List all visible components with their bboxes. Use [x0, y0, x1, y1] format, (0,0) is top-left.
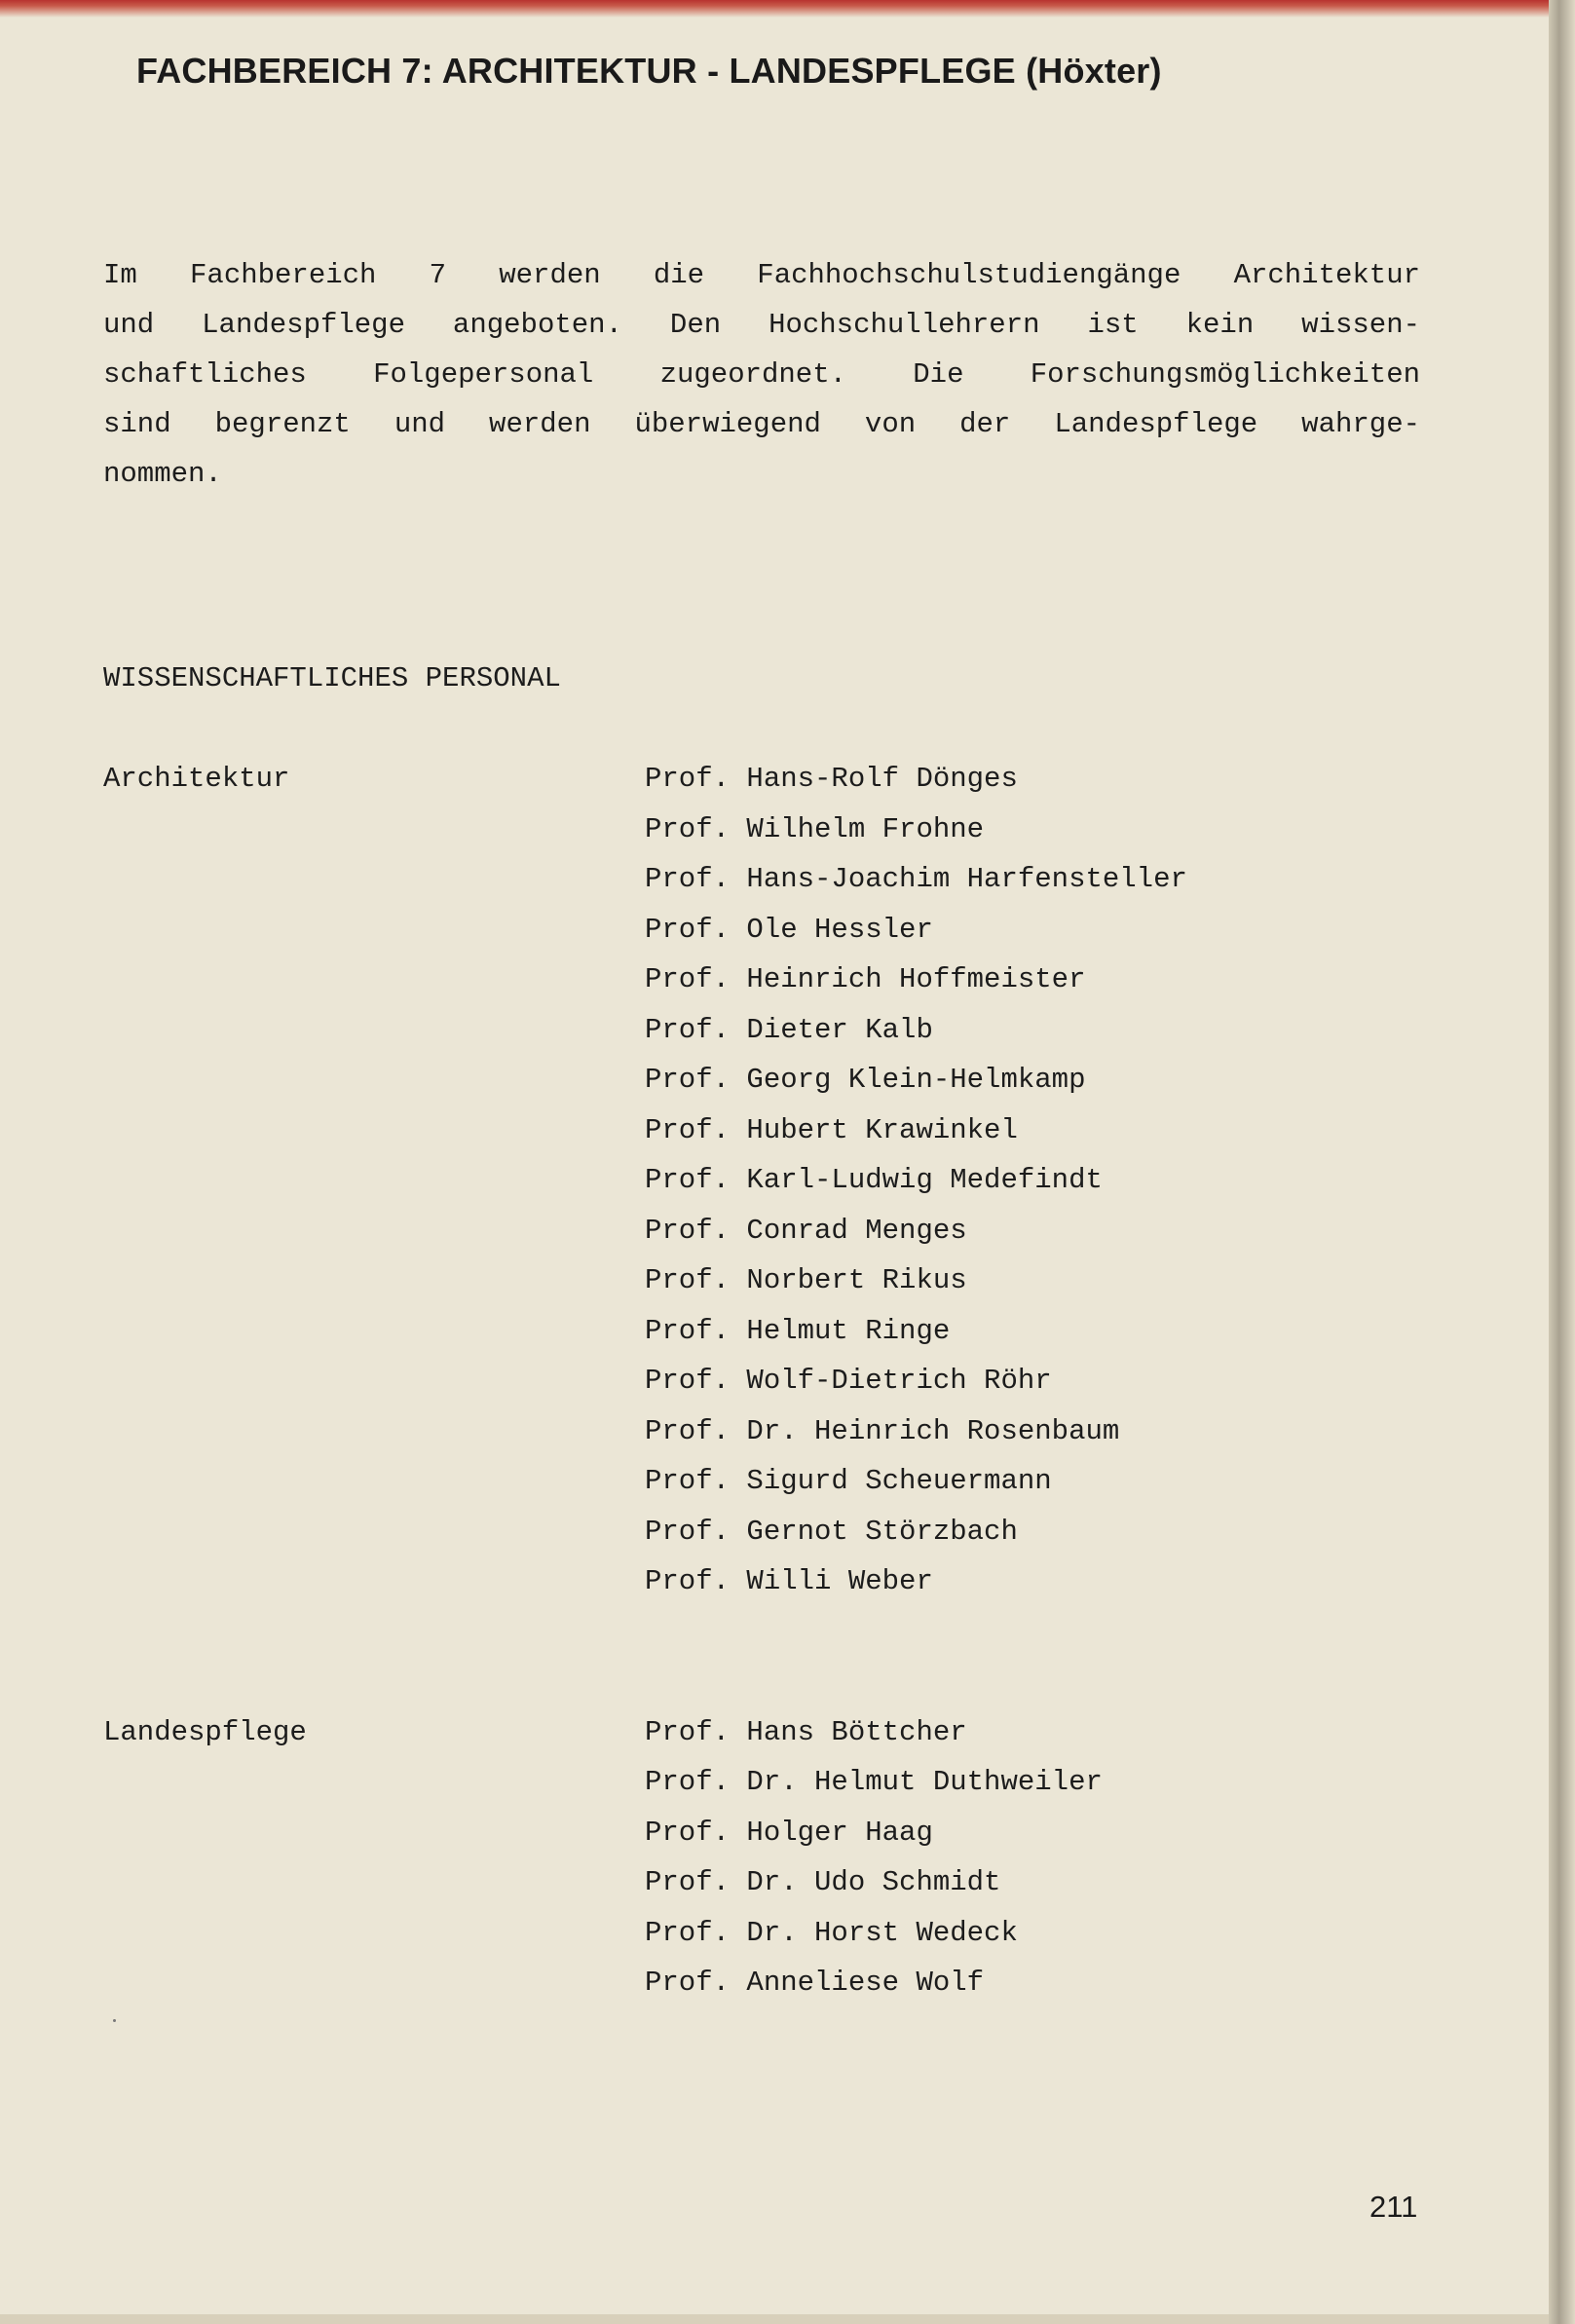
staff-row: [103, 810, 1418, 861]
staff-row: [103, 1763, 1418, 1814]
intro-line: nommen.: [103, 458, 222, 490]
professor-name: Prof. Sigurd Scheuermann: [645, 1465, 1052, 1497]
professor-name: Prof. Helmut Ringe: [645, 1314, 951, 1347]
professor-name: Prof. Wolf-Dietrich Röhr: [645, 1365, 1052, 1397]
department-name: Landespflege: [103, 1715, 307, 1748]
professor-name: Prof. Gernot Störzbach: [645, 1515, 1018, 1548]
staff-row: [103, 911, 1418, 961]
staff-row: [103, 1111, 1418, 1162]
intro-line: sind begrenzt und werden überwiegend von der Landespflege wahrge-: [103, 408, 1420, 440]
staff-row: [103, 1161, 1418, 1212]
department-name: Architektur: [103, 763, 290, 795]
staff-row: [103, 1964, 1418, 2014]
staff-row: [103, 1914, 1418, 1965]
professor-name: Prof. Norbert Rikus: [645, 1264, 967, 1296]
professor-name: Prof. Dr. Horst Wedeck: [645, 1916, 1018, 1949]
professor-name: Prof. Holger Haag: [645, 1816, 933, 1849]
professor-name: Prof. Dr. Heinrich Rosenbaum: [645, 1414, 1120, 1447]
professor-name: Prof. Anneliese Wolf: [645, 1967, 985, 1999]
staff-row: [103, 1212, 1418, 1262]
staff-row: [103, 1362, 1418, 1412]
professor-name: Prof. Hans-Rolf Dönges: [645, 763, 1018, 795]
staff-row: [103, 1061, 1418, 1111]
page-top-edge: [0, 0, 1549, 18]
professor-name: Prof. Hans Böttcher: [645, 1715, 967, 1748]
intro-paragraph: [103, 250, 1420, 499]
professor-name: Prof. Georg Klein-Helmkamp: [645, 1064, 1086, 1096]
staff-row: [103, 1261, 1418, 1312]
staff-list: [103, 760, 1418, 2014]
page-bottom-edge: [0, 2314, 1549, 2324]
intro-line: Im Fachbereich 7 werden die Fachhochschulstudiengänge Architektur: [103, 259, 1420, 291]
staff-row: [103, 1814, 1418, 1864]
department-spacer: [103, 1613, 1418, 1713]
staff-row: [103, 1412, 1418, 1463]
book-spine-edge: [1549, 0, 1575, 2324]
professor-name: Prof. Dr. Udo Schmidt: [645, 1866, 1001, 1898]
staff-row: [103, 860, 1418, 911]
staff-row: [103, 1562, 1418, 1613]
staff-heading: WISSENSCHAFTLICHES PERSONAL: [103, 662, 561, 694]
page-title: FACHBEREICH 7: ARCHITEKTUR - LANDESPFLEGE (Höxter): [136, 51, 1162, 91]
professor-name: Prof. Hans-Joachim Harfensteller: [645, 863, 1187, 895]
professor-name: Prof. Dr. Helmut Duthweiler: [645, 1766, 1103, 1798]
staff-row: [103, 1713, 1418, 1764]
staff-row: [103, 1011, 1418, 1062]
staff-row: [103, 960, 1418, 1011]
professor-name: Prof. Hubert Krawinkel: [645, 1113, 1018, 1146]
page-speck: [113, 2019, 116, 2022]
professor-name: Prof. Ole Hessler: [645, 913, 933, 946]
intro-line: und Landespflege angeboten. Den Hochschullehrern ist kein wissen-: [103, 309, 1420, 341]
staff-row: [103, 760, 1418, 810]
professor-name: Prof. Karl-Ludwig Medefindt: [645, 1164, 1103, 1196]
professor-name: Prof. Willi Weber: [645, 1565, 933, 1597]
staff-row: [103, 1462, 1418, 1513]
page-number: 211: [1369, 2190, 1418, 2224]
professor-name: Prof. Dieter Kalb: [645, 1013, 933, 1046]
professor-name: Prof. Wilhelm Frohne: [645, 812, 985, 845]
professor-name: Prof. Conrad Menges: [645, 1214, 967, 1247]
staff-row: [103, 1863, 1418, 1914]
staff-row: [103, 1513, 1418, 1563]
staff-row: [103, 1312, 1418, 1363]
professor-name: Prof. Heinrich Hoffmeister: [645, 963, 1086, 995]
intro-line: schaftliches Folgepersonal zugeordnet. Die Forschungsmöglichkeiten: [103, 358, 1420, 391]
